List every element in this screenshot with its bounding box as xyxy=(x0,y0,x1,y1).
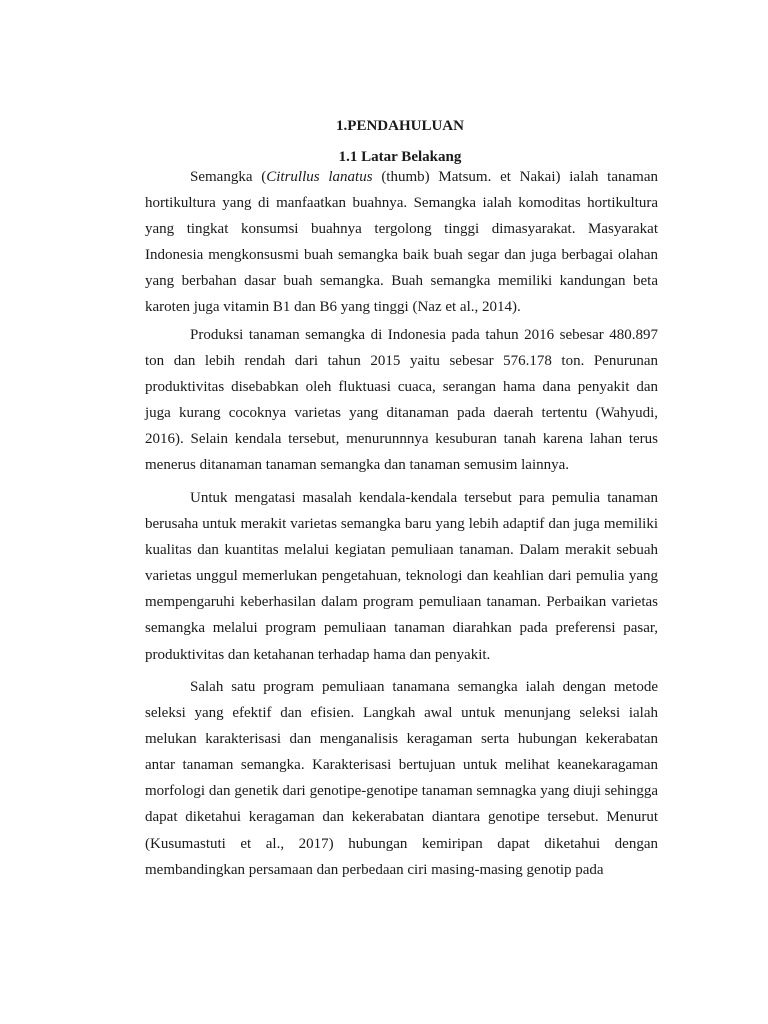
chapter-title: 1.PENDAHULUAN xyxy=(336,118,464,134)
paragraph-1-start: Semangka ( xyxy=(190,169,267,185)
paragraph-1-rest: (thumb) Matsum. et Nakai) ialah tanaman hortikultura yang di manfaatkan buahnya. Semangka ialah komoditas hortikultura yang tingkat konsumsi buahnya tergolong tinggi dimasyarakat. Masyarakat Indonesia mengkonsusmi buah semangka baik buah segar dan juga berbagai olahan yang berbahan dasar buah semangka. Buah semangka memiliki kandungan beta karoten juga vitamin B1 dan B6 yang tinggi (Naz et al., 2014). xyxy=(145,169,658,316)
paragraph-1 xyxy=(145,164,658,321)
paragraph-2: Produksi tanaman semangka di Indonesia pada tahun 2016 sebesar 480.897 ton dan lebih rendah dari tahun 2015 yaitu sebesar 576.178 ton. Penurunan produktivitas disebabkan oleh fluktuasi cuaca, serangan hama dana penyakit dan juga kurang cocoknya varietas yang ditanaman pada daerah tertentu (Wahyudi, 2016). Selain kendala tersebut, menurunnnya kesuburan tanah karena lahan terus menerus ditanaman tanaman semangka dan tanaman semusim lainnya. xyxy=(145,327,658,474)
section-title: 1.1 Latar Belakang xyxy=(338,149,462,165)
species-name: Citrullus lanatus xyxy=(266,169,373,185)
paragraph-4: Salah satu program pemuliaan tanamana semangka ialah dengan metode seleksi yang efektif dan efisien. Langkah awal untuk menunjang seleksi ialah melukan karakterisasi dan menganalisis keragaman serta hubungan kekerabatan antar tanaman semangka. Karakterisasi bertujuan untuk melihat keanekaragaman morfologi dan genetik dari genotipe-genotipe tanaman semnagka yang diuji sehingga dapat diketahui keragaman dan kekerabatan diantara genotipe tersebut. Menurut (Kusumastuti et al., 2017) hubungan kemiripan dapat diketahui dengan membandingkan persamaan dan perbedaan ciri masing-masing genotip pada xyxy=(145,679,658,878)
paragraph-3: Untuk mengatasi masalah kendala-kendala tersebut para pemulia tanaman berusaha untuk merakit varietas semangka baru yang lebih adaptif dan juga memiliki kualitas dan kuantitas melalui kegiatan pemuliaan tanaman. Dalam merakit sebuah varietas unggul memerlukan pengetahuan, teknologi dan keahlian dari pemulia yang mempengaruhi keberhasilan dalam program pemuliaan tanaman. Perbaikan varietas semangka melalui program pemuliaan tanaman diarahkan pada preferensi pasar, produktivitas dan ketahanan terhadap hama dan penyakit. xyxy=(145,490,658,663)
